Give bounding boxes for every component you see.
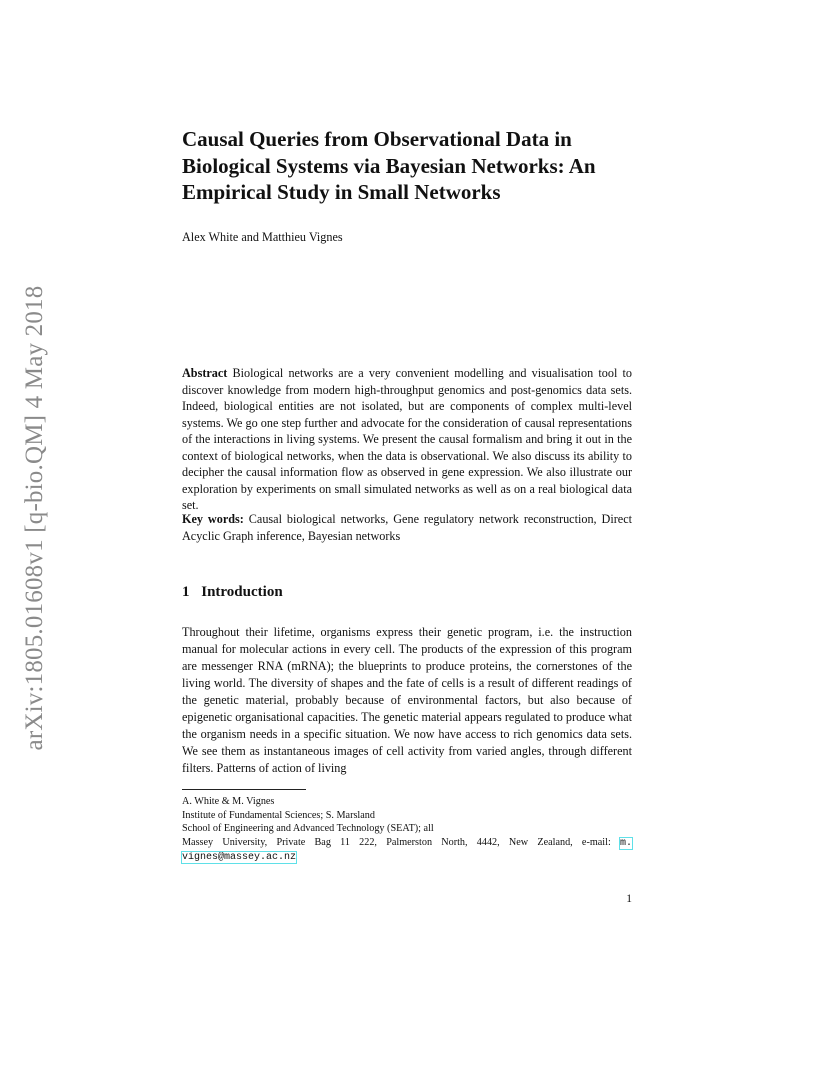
arxiv-identifier: arXiv:1805.01608v1 [q-bio.QM] 4 May 2018 bbox=[21, 285, 48, 751]
author-list: Alex White and Matthieu Vignes bbox=[182, 230, 343, 244]
email-link-part2[interactable]: vignes@massey.ac.nz bbox=[182, 852, 297, 863]
email-link-part1[interactable]: m. bbox=[620, 837, 633, 849]
abstract bbox=[182, 365, 632, 514]
footnote-line: A. White & M. Vignes bbox=[182, 796, 275, 807]
footnote-divider bbox=[182, 789, 306, 790]
page-number: 1 bbox=[626, 893, 632, 905]
keywords-text: Causal biological networks, Gene regulatory network reconstruction, Direct Acyclic Graph inference, Bayesian networks bbox=[182, 512, 632, 543]
arxiv-sidebar-stamp bbox=[20, 262, 50, 774]
section-title: Introduction bbox=[201, 584, 283, 600]
footnote-address-line bbox=[182, 836, 632, 851]
footnote-address: Massey University, Private Bag 11 222, Palmerston North, 4442, New Zealand, e-mail: bbox=[182, 836, 611, 848]
paper-title: Causal Queries from Observational Data in Biological Systems via Bayesian Networks: An Empirical Study in Small Networks bbox=[182, 127, 596, 204]
footnote-line: School of Engineering and Advanced Technology (SEAT); all bbox=[182, 823, 434, 834]
section-number: 1 bbox=[182, 584, 190, 600]
section-heading-introduction bbox=[182, 584, 632, 601]
abstract-label: Abstract bbox=[182, 366, 228, 380]
footnote-email-line bbox=[182, 850, 632, 865]
footnote-line: Institute of Fundamental Sciences; S. Marsland bbox=[182, 809, 375, 821]
abstract-text: Biological networks are a very convenient modelling and visualisation tool to discover knowledge from modern high-throughput genomics and post-genomics data sets. Indeed, biological entities are not isolated, but are components of complex multi-level systems. We go one step further and advocate for the consideration of causal representations of the interactions in living systems. We present the causal formalism and bring it out in the context of biological networks, when the data is observational. We also discuss its ability to decipher the causal information flow as observed in gene expression. We also illustrate our exploration by experiments on small simulated networks as well as on a real biological data set. bbox=[182, 366, 632, 512]
keywords-label: Key words: bbox=[182, 512, 244, 526]
author-affiliation-footnote bbox=[182, 795, 632, 865]
keywords bbox=[182, 511, 632, 544]
introduction-paragraph: Throughout their lifetime, organisms express their genetic program, i.e. the instruction manual for molecular actions in every cell. The products of the expression of this program are messenger RNA (mRNA); the blueprints to produce proteins, the cornerstones of the living world. The diversity of shapes and the fate of cells is a result of different readings of the genetic material, probably because of environmental factors, but also because of epigenetic organisational capacities. The genetic material appears regulated to produce what the organism needs in a specific situation. We now have access to rich genomics data sets. We see them as instantaneous images of cell activity from varied angles, through different filters. Patterns of action of living bbox=[182, 625, 632, 775]
